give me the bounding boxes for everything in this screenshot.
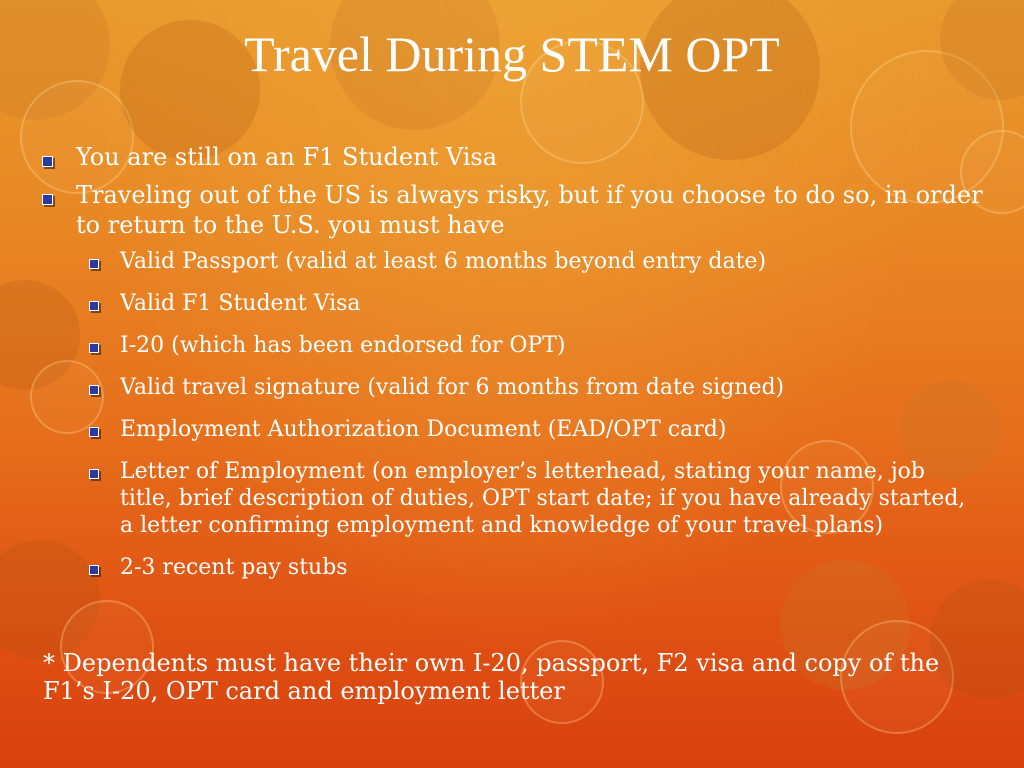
bullet-item — [36, 180, 996, 240]
square-bullet-icon — [89, 565, 99, 575]
sub-bullet-item — [36, 248, 980, 275]
bullet-text: Traveling out of the US is always risky, but if you choose to do so, in order to return to the U.S. you must have — [76, 181, 983, 239]
square-bullet-icon — [89, 469, 99, 479]
square-bullet-icon — [89, 343, 99, 353]
sub-bullet-item — [36, 554, 980, 581]
square-bullet-icon — [89, 385, 99, 395]
sub-bullet-item — [36, 416, 980, 443]
square-bullet-icon — [89, 259, 99, 269]
sub-bullet-text: I-20 (which has been endorsed for OPT) — [120, 333, 566, 358]
sub-bullet-text: Valid F1 Student Visa — [120, 291, 361, 316]
sub-bullet-item — [36, 332, 980, 359]
sub-bullet-item — [36, 458, 980, 539]
sub-bullet-item — [36, 290, 980, 317]
square-bullet-icon — [89, 301, 99, 311]
sub-bullet-text: Employment Authorization Document (EAD/OPT card) — [120, 417, 727, 442]
sub-bullet-item — [36, 374, 980, 401]
bullet-item — [36, 142, 996, 172]
sub-bullet-text: Letter of Employment (on employer’s letterhead, stating your name, job title, brief description of duties, OPT start date; if you have already started, a letter confirming employment and knowledge of your travel plans) — [120, 459, 966, 538]
sub-bullet-text: Valid Passport (valid at least 6 months beyond entry date) — [120, 249, 767, 274]
square-bullet-icon — [89, 427, 99, 437]
square-bullet-icon — [42, 156, 53, 167]
sub-bullet-text: 2-3 recent pay stubs — [120, 555, 348, 580]
square-bullet-icon — [42, 194, 53, 205]
slide-title: Travel During STEM OPT — [244, 26, 780, 82]
bullet-text: You are still on an F1 Student Visa — [76, 143, 498, 171]
dependents-note: * Dependents must have their own I-20, passport, F2 visa and copy of the F1’s I-20, OPT card and employment letter — [43, 649, 940, 705]
sub-bullet-text: Valid travel signature (valid for 6 months from date signed) — [120, 375, 785, 400]
bullet-list — [36, 142, 996, 596]
